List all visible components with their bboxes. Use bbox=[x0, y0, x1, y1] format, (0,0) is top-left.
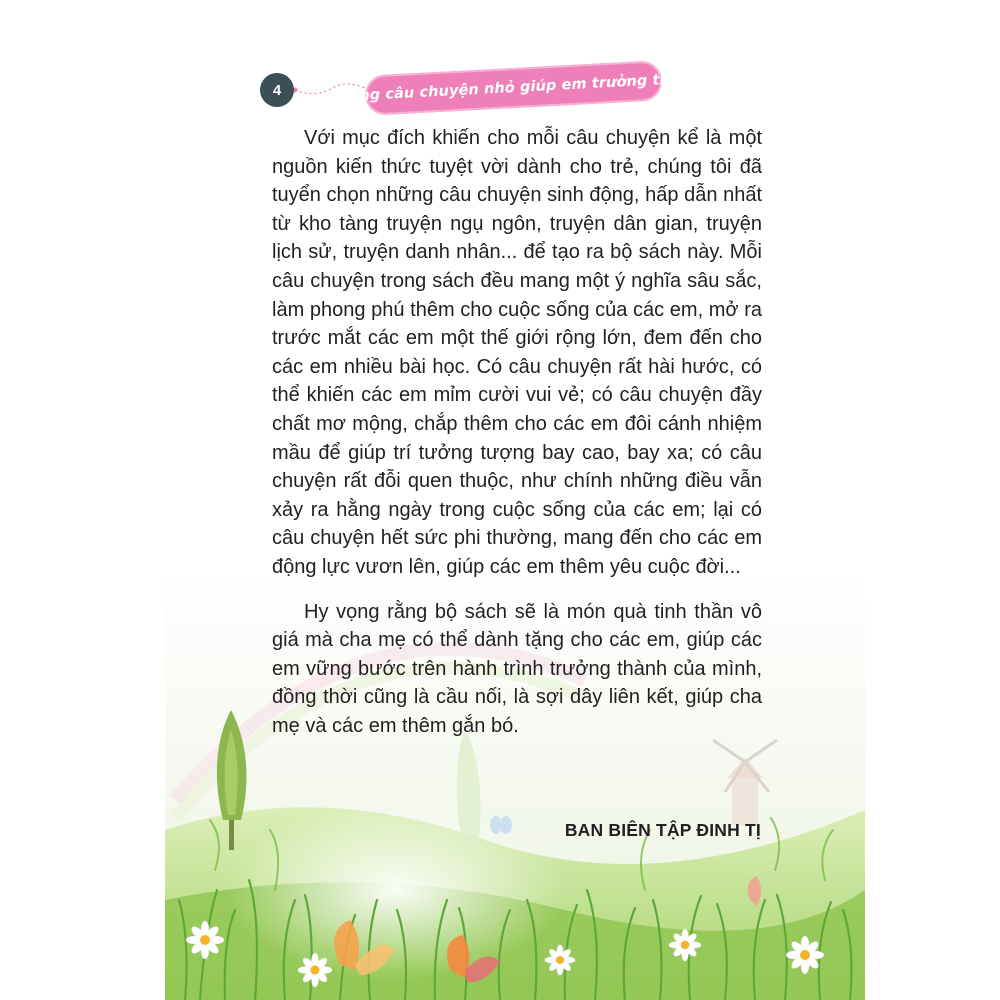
series-title: Những câu chuyện nhỏ giúp em trưởng thành bbox=[325, 70, 702, 106]
editorial-signature: BAN BIÊN TẬP ĐINH TỊ bbox=[564, 820, 761, 840]
book-page bbox=[165, 40, 865, 1000]
preface-text bbox=[272, 124, 762, 756]
page-number: 4 bbox=[260, 73, 294, 107]
paragraph: Hy vọng rằng bộ sách sẽ là món quà tinh thần vô giá mà cha mẹ có thể dành tặng cho các em, giúp các em vững bước trên hành trình trưởng thành của mình, đồng thời cũng là cầu nối, là sợi dây liên kết, giúp cha mẹ và các em thêm gắn bó. bbox=[272, 600, 762, 737]
paragraph: Với mục đích khiến cho mỗi câu chuyện kể là một nguồn kiến thức tuyệt vời dành cho trẻ, chúng tôi đã tuyển chọn những câu chuyện sinh động, hấp dẫn nhất từ kho tàng truyện ngụ ngôn, truyện dân gian, truyện lịch sử, truyện danh nhân... để tạo ra bộ sách này. Mỗi câu chuyện trong sách đều mang một ý nghĩa sâu sắc, làm phong phú thêm cho cuộc sống của các em, mở ra trước mắt các em một thế giới rộng lớn, đem đến cho các em nhiều bài học. Có câu chuyện rất hài hước, có thể khiến các em mỉm cười vui vẻ; có câu chuyện đầy chất mơ mộng, chắp thêm cho các em đôi cánh nhiệm mầu để giúp trí tưởng tượng bay cao, bay xa; có câu chuyện rất đỗi quen thuộc, như chính những điều vẫn xảy ra hằng ngày trong cuộc sống của các em; lại có câu chuyện hết sức phi thường, mang đến cho các em động lực vươn lên, giúp các em thêm yêu cuộc đời... bbox=[272, 127, 762, 578]
